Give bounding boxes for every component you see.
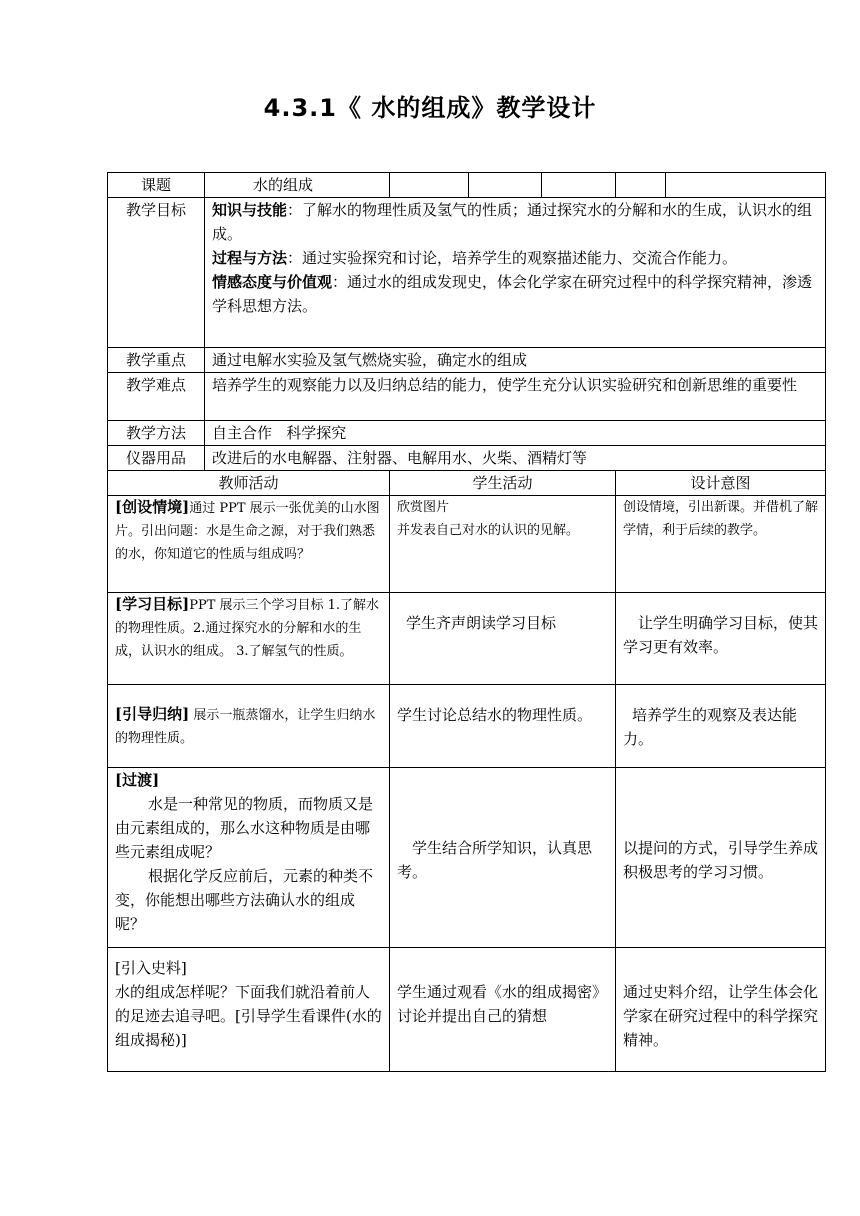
topic-label: 课题 xyxy=(108,173,205,198)
activity-text: PPT 展示三个学习目标 1.了解水的物理性质。2.通过探究水的分解和水的生成，认识水的组成。 3.了解氢气的性质。 xyxy=(115,598,380,659)
equipment-value: 改进后的水电解器、注射器、电解用水、火柴、酒精灯等 xyxy=(205,446,826,471)
activity-row-situation xyxy=(108,496,826,593)
student-activity: 学生齐声朗读学习目标 xyxy=(390,593,616,685)
page-title: 4.3.1《 水的组成》教学设计 xyxy=(263,94,597,122)
header-student: 学生活动 xyxy=(390,471,616,496)
student-activity: 欣赏图片 并发表自己对水的认识的见解。 xyxy=(390,496,616,593)
objective-attitude-text: ：通过水的组成发现史，体会化学家在研究过程中的科学探究精神，渗透学科思想方法。 xyxy=(212,273,813,315)
teacher-activity xyxy=(108,685,390,768)
method-label: 教学方法 xyxy=(108,421,205,446)
student-activity: 学生结合所学知识，认真思考。 xyxy=(390,768,616,948)
difficulty-value: 培养学生的观察能力以及归纳总结的能力，使学生充分认识实验研究和创新思维的重要性 xyxy=(205,373,826,421)
objective-attitude-label: 情感态度与价值观 xyxy=(212,273,333,291)
equipment-label: 仪器用品 xyxy=(108,446,205,471)
design-intent: 通过史料介绍，让学生体会化学家在研究过程中的科学探究精神。 xyxy=(616,948,826,1072)
activity-row-induction xyxy=(108,685,826,768)
activity-text: 水的组成怎样呢？下面我们就沿着前人的足迹去追寻吧。[引导学生看课件(水的组成揭秘)] xyxy=(115,983,382,1049)
method-value: 自主合作 科学探究 xyxy=(205,421,826,446)
objective-knowledge-label: 知识与技能 xyxy=(212,201,288,219)
design-intent: 培养学生的观察及表达能力。 xyxy=(616,685,826,768)
topic-row xyxy=(108,173,826,198)
activity-row-transition xyxy=(108,768,826,948)
activity-tag: [引导归纳] xyxy=(115,705,190,723)
activity-text: 展示一瓶蒸馏水，让学生归纳水的物理性质。 xyxy=(115,708,376,746)
header-intent: 设计意图 xyxy=(616,471,826,496)
design-intent: 让学生明确学习目标，使其学习更有效率。 xyxy=(616,593,826,685)
objective-process-label: 过程与方法 xyxy=(212,249,288,267)
activity-paragraph: 根据化学反应前后，元素的种类不变，你能想出哪些方法确认水的组成呢？ xyxy=(115,867,374,933)
header-teacher: 教师活动 xyxy=(108,471,390,496)
equipment-row xyxy=(108,446,826,471)
objectives-label: 教学目标 xyxy=(108,198,205,348)
objective-attitude xyxy=(212,270,818,318)
method-row xyxy=(108,421,826,446)
activity-tag: [创设情境] xyxy=(115,498,190,516)
objective-process xyxy=(212,246,818,270)
key-point-row xyxy=(108,348,826,373)
activity-header-row xyxy=(108,471,826,496)
empty-cell xyxy=(616,173,666,198)
empty-cell xyxy=(542,173,616,198)
empty-cell xyxy=(469,173,542,198)
activity-row-goals xyxy=(108,593,826,685)
design-intent: 以提问的方式，引导学生养成积极思考的学习习惯。 xyxy=(616,768,826,948)
objective-knowledge-text: ：了解水的物理性质及氢气的性质；通过探究水的分解和水的生成，认识水的组成。 xyxy=(212,201,813,243)
objective-knowledge xyxy=(212,198,818,246)
difficulty-label: 教学难点 xyxy=(108,373,205,421)
objective-process-text: ：通过实验探究和讨论，培养学生的观察描述能力、交流合作能力。 xyxy=(287,249,738,267)
topic-value: 水的组成 xyxy=(205,173,390,198)
activity-tag xyxy=(115,768,382,792)
activity-text: 通过 PPT 展示一张优美的山水图片。引出问题：水是生命之源，对于我们熟悉的水，你知道它的性质与组成吗？ xyxy=(115,501,380,562)
difficulty-row xyxy=(108,373,826,421)
teacher-activity xyxy=(108,768,390,948)
activity-tag-text: [过渡] xyxy=(115,771,160,789)
student-activity: 学生通过观看《水的组成揭密》讨论并提出自己的猜想 xyxy=(390,948,616,1072)
design-intent: 创设情境，引出新课。并借机了解学情，利于后续的教学。 xyxy=(616,496,826,593)
empty-cell xyxy=(390,173,469,198)
teacher-activity xyxy=(108,593,390,685)
objectives-content xyxy=(205,198,826,348)
teacher-activity xyxy=(108,948,390,1072)
lesson-plan-table xyxy=(107,172,826,1072)
student-activity: 学生讨论总结水的物理性质。 xyxy=(390,685,616,768)
key-point-value: 通过电解水实验及氢气燃烧实验，确定水的组成 xyxy=(205,348,826,373)
activity-tag: [引入史料] xyxy=(115,959,187,977)
key-point-label: 教学重点 xyxy=(108,348,205,373)
activity-paragraph: 水是一种常见的物质，而物质又是由元素组成的，那么水这种物质是由哪些元素组成呢？ xyxy=(115,795,374,861)
activity-tag: [学习目标] xyxy=(115,595,190,613)
empty-cell xyxy=(666,173,826,198)
objectives-row xyxy=(108,198,826,348)
activity-row-history xyxy=(108,948,826,1072)
teacher-activity xyxy=(108,496,390,593)
